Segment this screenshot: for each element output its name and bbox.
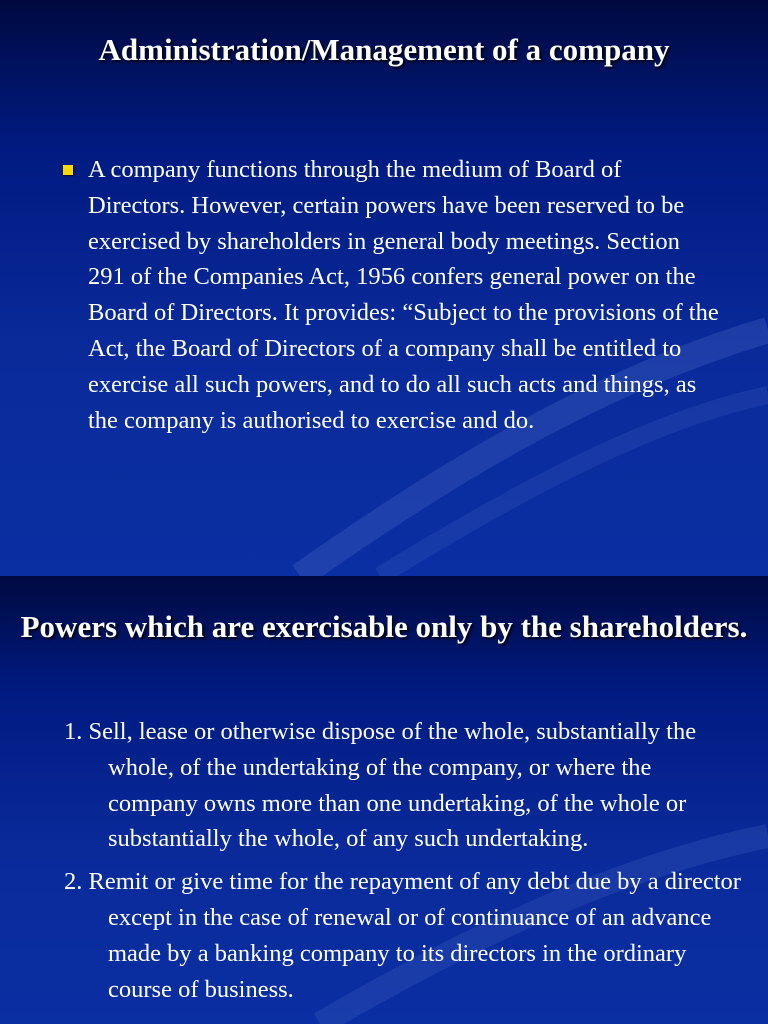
square-bullet-icon <box>63 165 73 175</box>
list-item: 1. Sell, lease or otherwise dispose of the whole, substantially the whole, of the undertaking of the company, or where the company owns more than one undertaking, of the whole or substantially the whole, of any such undertaking. <box>64 718 697 853</box>
bullet-paragraph <box>60 152 720 438</box>
numbered-list <box>64 714 744 1014</box>
list-item: 2. Remit or give time for the repayment of any debt due by a director except in the case of renewal or of continuance of an advance made by a banking company to its directors in the ordinary course of business. <box>64 868 741 1003</box>
bullet-text: A company functions through the medium of Board of Directors. However, certain powers have been reserved to be exercised by shareholders in general body meetings. Section 291 of the Companies Act, 1956 confers general power on the Board of Directors. It provides: “Subject to the provisions of the Act, the Board of Directors of a company shall be entitled to exercise all such powers, and to do all such acts and things, as the company is authorised to exercise and do. <box>88 156 719 434</box>
slide-title: Powers which are exercisable only by the shareholders. <box>20 609 748 644</box>
slide-title: Administration/Management of a company <box>98 32 670 67</box>
slide-shareholder-powers <box>0 576 768 1024</box>
